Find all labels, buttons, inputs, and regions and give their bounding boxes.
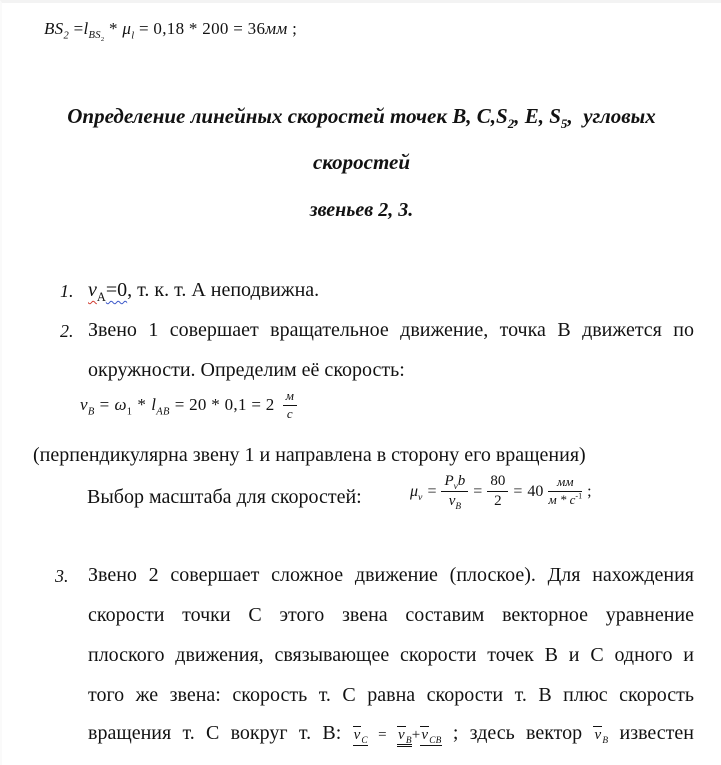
scale-label: Выбор масштаба для скоростей:: [87, 486, 362, 508]
spellcheck-blue-underline: =0: [105, 279, 128, 301]
formula-subscript: A: [96, 290, 106, 304]
fraction-80-2: [487, 473, 508, 511]
formula-subscript: B: [455, 502, 462, 513]
formula-subscript: B: [405, 736, 412, 746]
section-title-line-3: [2, 199, 721, 222]
list-item-3-line-5: [88, 722, 694, 747]
formula-subscript: B: [87, 406, 95, 418]
vector-overbar: [420, 726, 429, 743]
formula-var-group: [151, 395, 170, 418]
underline-double: [397, 726, 412, 747]
formula-var-group: [410, 483, 422, 501]
formula-var: v: [448, 493, 456, 510]
title-subscript: 5: [560, 116, 568, 132]
list-item-3-line-3: плоского движения, связывающее скорости точек В и С одного и: [88, 644, 694, 666]
exponent: -1: [575, 491, 583, 501]
formula-vb: [80, 389, 297, 422]
list-item-text: известен: [619, 722, 694, 744]
section-title-line-1: [2, 104, 721, 132]
list-item-2-line-1: Звено 1 совершает вращательное движение, точка В движется по: [88, 319, 694, 341]
formula-bs2: [44, 19, 298, 44]
list-item-1: [88, 279, 319, 302]
equals-sign: =: [73, 19, 84, 38]
title-text: , Е, S: [514, 104, 561, 128]
list-item-3-line-2: скорости точки С этого звена составим векторное уравнение: [88, 604, 694, 626]
formula-var: v: [594, 727, 602, 743]
formula-var: v: [88, 279, 97, 301]
multiply-sign: *: [137, 395, 147, 415]
formula-unit: м * с: [548, 492, 576, 508]
formula-values: = 20 * 0,1 = 2: [174, 395, 275, 415]
formula-var: l: [83, 19, 89, 38]
formula-subscript: AB: [156, 406, 170, 418]
formula-subscript: v: [453, 482, 458, 492]
formula-subscript: CB: [429, 736, 442, 746]
formula-var: BS: [44, 19, 64, 38]
formula-subscript: B: [602, 736, 609, 746]
list-item-text: вращения т. С вокруг т. В:: [88, 722, 342, 744]
section-title-line-2: [2, 150, 721, 175]
plus-sign: +: [411, 727, 421, 743]
multiply-sign: *: [108, 19, 118, 38]
unit-fraction: [283, 389, 298, 422]
formula-subscript: BS: [88, 30, 101, 42]
fraction-denominator: [441, 492, 468, 513]
list-item-2-line-2: окружности. Определим её скорость:: [88, 359, 405, 381]
list-item-text: , т. к. т. А неподвижна.: [127, 279, 320, 301]
list-number-1: 1.: [60, 281, 74, 301]
equals-sign: =: [99, 395, 110, 415]
vector-equation: [353, 727, 442, 746]
title-text: Определение линейных скоростей точек В, С,S: [67, 104, 508, 128]
title-text: скоростей: [312, 150, 411, 174]
list-item-3-line-4: того же звена: скорость т. С равна скорости т. В плюс скорость: [88, 684, 694, 706]
fraction-numerator: [441, 473, 468, 492]
formula-value: 40: [527, 482, 544, 500]
fraction-numerator: 80: [487, 473, 508, 492]
formula-var: l: [151, 395, 157, 415]
formula-var: μ: [122, 19, 132, 38]
equals-sign: =: [427, 482, 437, 500]
semicolon: ;: [587, 482, 592, 500]
formula-subscript: v: [418, 491, 423, 503]
fraction-denominator: 2: [494, 493, 502, 510]
list-item-text: здесь вектор: [469, 722, 583, 744]
formula-values: = 0,18 * 200 = 36: [139, 19, 266, 38]
formula-var: μ: [410, 482, 419, 500]
equals-sign: =: [473, 482, 483, 500]
title-text: звеньев 2, 3.: [309, 199, 414, 221]
formula-subscript: 1: [126, 406, 133, 418]
perpendicular-note: (перпендикулярна звену 1 и направлена в сторону его вращения): [33, 444, 586, 466]
title-subscript: 2: [507, 116, 515, 132]
formula-var-group: [80, 395, 95, 418]
title-text: , угловых: [567, 104, 656, 128]
formula-var: v: [421, 727, 429, 743]
semicolon: ;: [292, 19, 298, 38]
formula-var-group: [114, 395, 133, 418]
fraction-units: [548, 475, 582, 508]
formula-velocity-scale: [410, 473, 592, 511]
vector-overbar: [593, 726, 602, 743]
underline-single: [420, 726, 441, 746]
formula-subscript: l: [131, 30, 135, 42]
spellcheck-red-underline: [88, 279, 106, 304]
vector-overbar: [397, 726, 406, 743]
fraction-numerator: м: [283, 389, 298, 406]
fraction-pvb-vb: [441, 473, 468, 511]
formula-subscript: 2: [63, 30, 70, 42]
formula-var: ω: [114, 395, 127, 415]
formula-var: b: [457, 473, 466, 489]
underline-single: [353, 726, 368, 746]
equals-sign: =: [378, 727, 387, 743]
list-item-3-line-1: Звено 2 совершает сложное движение (плоское). Для нахождения: [88, 564, 694, 586]
formula-var: P: [444, 473, 454, 489]
formula-subsubscript: 2: [100, 36, 105, 44]
formula-unit: мм: [265, 19, 288, 38]
formula-subscript: C: [361, 736, 368, 746]
formula-var: v: [353, 727, 361, 743]
fraction-denominator: с: [286, 405, 293, 421]
equals-sign: =: [513, 482, 523, 500]
semicolon: ;: [452, 722, 459, 744]
list-number-3: 3.: [55, 566, 69, 586]
formula-var: v: [80, 395, 88, 415]
formula-var: v: [397, 727, 405, 743]
fraction-numerator: мм: [548, 475, 582, 492]
fraction-denominator: [548, 492, 582, 508]
vector-vb: [593, 727, 609, 746]
list-number-2: 2.: [60, 321, 74, 341]
